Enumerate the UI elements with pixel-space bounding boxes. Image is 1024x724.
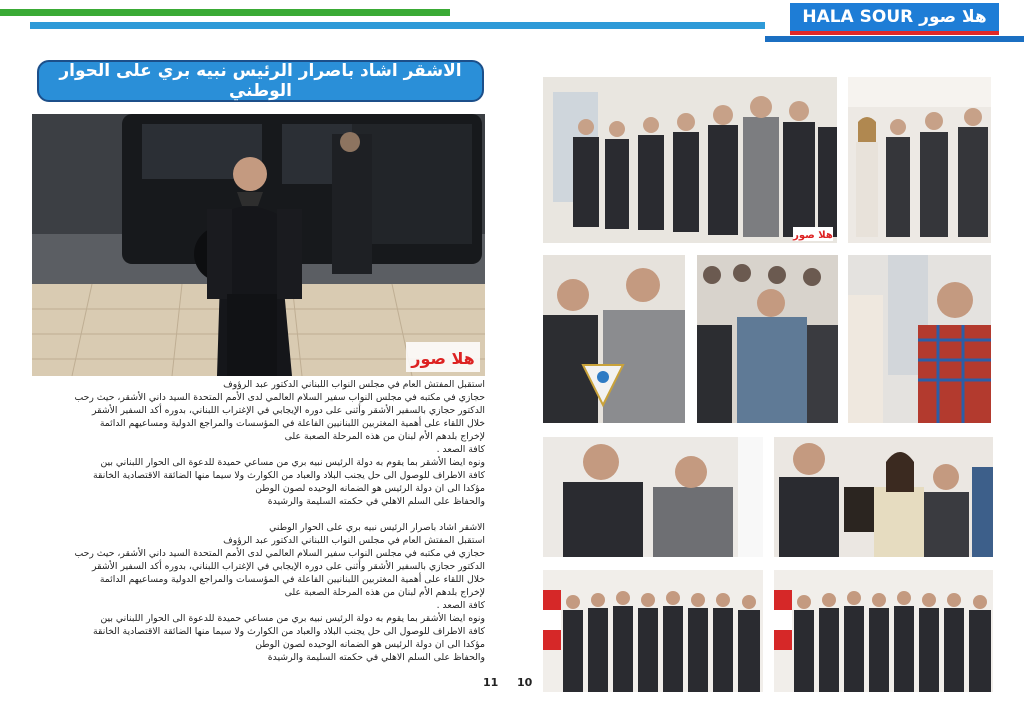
top-green-stripe — [0, 9, 450, 16]
text-line: كافة الاطراف للوصول الى حل يجنب البلاد والعباد من الكوارث ولا سيما منها الضائقة الاقتصادية الخانقة — [93, 626, 485, 637]
article-body — [32, 378, 485, 690]
article-title: الاشقر اشاد باصرار الرئيس نبيه بري على الحوار الوطني — [37, 60, 484, 102]
photo-group-lineup-right — [774, 570, 993, 692]
paragraph-3 — [32, 521, 485, 612]
text-line: الاشقر اشاد باصرار الرئيس نبيه بري على الحوار الوطني — [269, 522, 485, 533]
main-photo — [32, 114, 485, 376]
text-line: والحفاظ على السلم الاهلي في حكمته السليمة والرشيدة — [267, 496, 485, 507]
watermark-logo — [406, 342, 480, 372]
paragraph-2 — [32, 456, 485, 508]
paragraph-4 — [32, 612, 485, 664]
text-line: كافة الاطراف للوصول الى حل يجنب البلاد والعباد من الكوارث ولا سيما منها الضائقة الاقتصادية الخانقة — [93, 470, 485, 481]
text-line: مؤكدا الى ان دولة الرئيس هو الضمانه الوحيده لصون الوطن — [255, 639, 485, 650]
text-line: كافة الصعد . — [436, 600, 485, 611]
photo-handshake — [543, 437, 763, 557]
text-line: الدكتور حجازي بالسفير الأشقر وأثنى على دوره الإيجابي في الإغتراب اللبناني، بدوره أكد السفير الأشقر — [92, 561, 485, 572]
photo-women-standing — [848, 77, 991, 243]
photo-seated-audience — [697, 255, 838, 423]
text-line: الدكتور حجازي بالسفير الأشقر وأثنى على دوره الإيجابي في الإغتراب اللبناني، بدوره أكد السفير الأشقر — [92, 405, 485, 416]
text-line: استقبل المفتش العام في مجلس النواب اللبناني الدكتور عبد الرؤوف — [223, 379, 485, 390]
photo-award-giving — [774, 437, 993, 557]
watermark-text: هلا صور — [411, 349, 475, 368]
text-line: ونوه ايضا الأشقر بما يقوم به دولة الرئيس نبيه بري من مساعي حميدة للدعوة الى الحوار اللبناني بين — [100, 613, 485, 624]
photo-pennant-exchange — [543, 255, 685, 423]
text-line: حجازي في مكتبه في مجلس النواب سفير السلام العالمي لدى الأمم المتحدة السيد داني الأشقر، حيث رحب — [74, 392, 485, 403]
page-number-right: 10 — [517, 676, 533, 689]
page-number-left: 11 — [483, 676, 499, 689]
photo-group-lineup-left — [543, 570, 763, 692]
brand-header — [765, 2, 1024, 42]
text-line: استقبل المفتش العام في مجلس النواب اللبناني الدكتور عبد الرؤوف — [223, 535, 485, 546]
photo-elderly-man — [848, 255, 991, 423]
text-line: خلال اللقاء على أهمية المغتربين اللبنانيين الفاعلة في المؤسسات والمراجع الدولية ومساعيهم الدائمة — [99, 574, 485, 585]
text-line: خلال اللقاء على أهمية المغتربين اللبنانيين الفاعلة في المؤسسات والمراجع الدولية ومساعيهم الدائمة — [99, 418, 485, 429]
text-line: لإخراج بلدهم الأم لبنان من هذه المرحلة الصعبة على — [284, 431, 485, 442]
paragraph-1 — [32, 378, 485, 456]
text-line: حجازي في مكتبه في مجلس النواب سفير السلام العالمي لدى الأمم المتحدة السيد داني الأشقر، حيث رحب — [74, 548, 485, 559]
text-line: كافة الصعد . — [436, 444, 485, 455]
text-line: لإخراج بلدهم الأم لبنان من هذه المرحلة الصعبة على — [284, 587, 485, 598]
text-line: ونوه ايضا الأشقر بما يقوم به دولة الرئيس نبيه بري من مساعي حميدة للدعوة الى الحوار اللبناني بين — [100, 457, 485, 468]
text-line: مؤكدا الى ان دولة الرئيس هو الضمانه الوحيده لصون الوطن — [255, 483, 485, 494]
photo-group-standing — [543, 77, 837, 243]
top-blue-stripe — [30, 22, 765, 29]
brand-logo-text: HALA SOUR هلا صور — [790, 3, 998, 35]
svg-text:هلا صور: هلا صور — [793, 230, 833, 241]
text-line: والحفاظ على السلم الاهلي في حكمته السليمة والرشيدة — [267, 652, 485, 663]
